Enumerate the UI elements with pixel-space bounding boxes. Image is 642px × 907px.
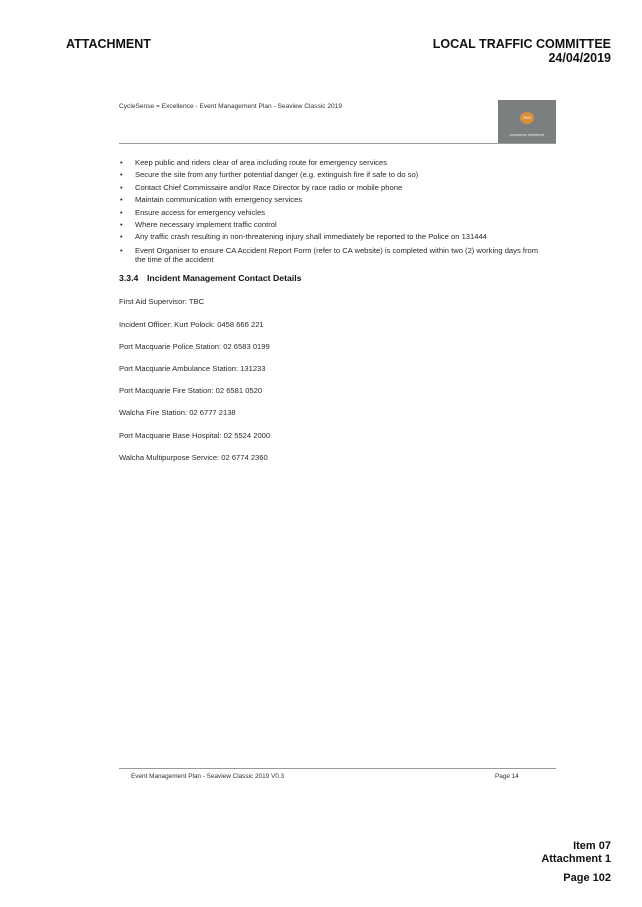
contact-incident-officer: Incident Officer: Kurt Polock: 0458 666 221 [119, 320, 264, 329]
document-footer-title: Event Management Plan - Seaview Classic 2019 V0.3 [131, 773, 285, 780]
bullet-icon: • [120, 158, 123, 167]
bullet-icon: • [120, 182, 123, 192]
document-page-number: Page 14 [495, 773, 519, 780]
document-running-header: CycleSense = Excellence - Event Management Plan - Seaview Classic 2019 [119, 103, 343, 110]
section-title: Incident Management Contact Details [147, 273, 302, 283]
list-item: • Keep public and riders clear of area including route for emergency services [119, 157, 549, 169]
cyclesense-logo [498, 100, 556, 143]
list-item: • Event Organiser to ensure CA Accident Report Form (refer to CA website) is completed within two (2) working days from the time of the accident [120, 245, 539, 265]
attachment-label: ATTACHMENT [66, 37, 151, 51]
list-item: • Ensure access for emergency vehicles [119, 207, 549, 219]
contact-multipurpose-service: Walcha Multipurpose Service: 02 6774 2360 [119, 453, 268, 462]
list-item: • Contact Chief Commissaire and/or Race Director by race radio or mobile phone [119, 182, 549, 194]
item-number: Item 07 [573, 840, 611, 852]
list-item: • Any traffic crash resulting in non-threatening injury shall immediately be reported to the Police on 131444 [119, 231, 549, 243]
page-number: Page 102 [563, 872, 611, 884]
committee-title: LOCAL TRAFFIC COMMITTEE [432, 37, 611, 51]
contact-base-hospital: Port Macquarie Base Hospital: 02 5524 2000 [119, 431, 271, 440]
bullet-icon: • [120, 232, 123, 242]
section-number: 3.3.4 [119, 273, 139, 283]
bullet-icon: • [120, 245, 123, 255]
committee-header [433, 37, 611, 65]
list-item: • Secure the site from any further potential danger (e.g. extinguish fire if safe to do so) [119, 169, 549, 181]
contact-police-station: Port Macquarie Police Station: 02 6583 0199 [119, 342, 270, 351]
logo-caption: cyclesense excellence [509, 133, 545, 137]
footer-divider [119, 768, 556, 769]
meeting-date: 24/04/2019 [548, 51, 611, 65]
attachment-number: Attachment 1 [541, 853, 611, 865]
incident-procedure-list [119, 157, 549, 265]
list-item: • Where necessary implement traffic control [119, 219, 549, 231]
header-divider [119, 143, 556, 144]
bullet-icon: • [120, 195, 123, 205]
bullet-icon: • [120, 207, 123, 217]
section-heading [119, 273, 301, 283]
logo-badge-icon: 2019 [520, 112, 534, 124]
contact-walcha-fire: Walcha Fire Station: 02 6777 2138 [119, 408, 236, 417]
list-item: • Maintain communication with emergency services [119, 194, 549, 206]
bullet-icon: • [120, 170, 123, 180]
contact-first-aid: First Aid Supervisor: TBC [119, 297, 205, 306]
contact-ambulance-station: Port Macquarie Ambulance Station: 131233 [119, 364, 266, 373]
bullet-icon: • [120, 220, 123, 230]
contact-fire-station: Port Macquarie Fire Station: 02 6581 0520 [119, 386, 263, 395]
